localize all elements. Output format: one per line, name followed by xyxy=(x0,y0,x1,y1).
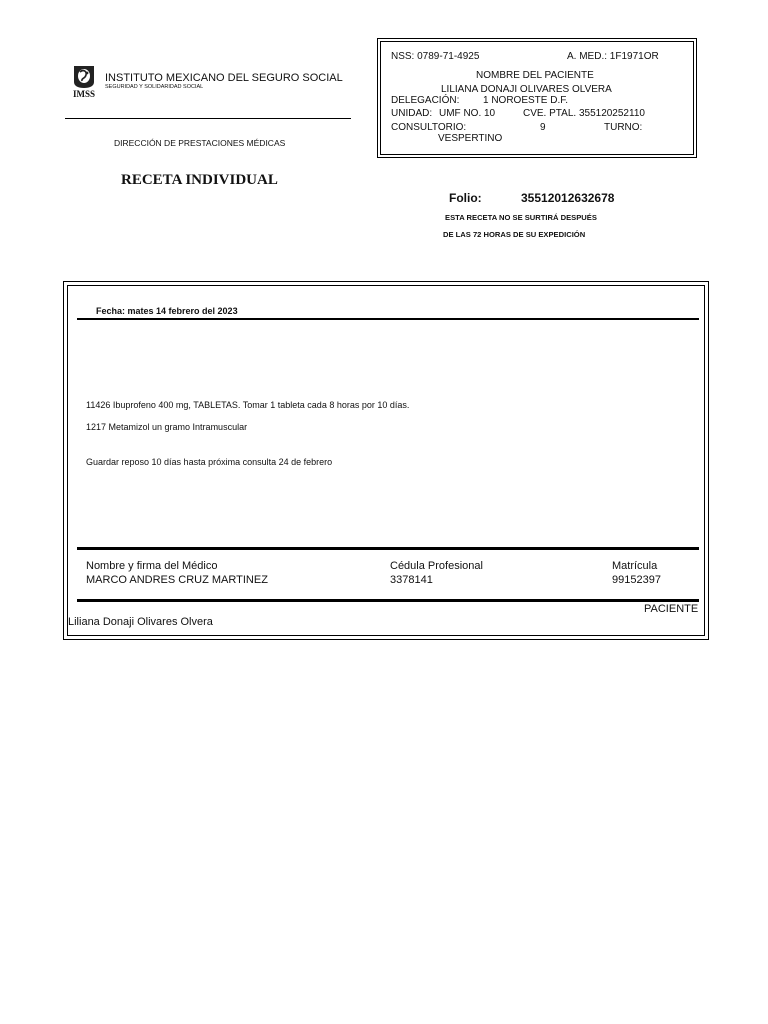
signature-top-divider xyxy=(77,547,699,550)
matricula-value: 99152397 xyxy=(612,574,661,586)
turno-label: TURNO: xyxy=(604,122,643,133)
delegacion-value: 1 NOROESTE D.F. xyxy=(483,95,569,106)
prescription-item: 1217 Metamizol un gramo Intramuscular xyxy=(86,422,248,432)
imss-logo-icon xyxy=(70,64,98,98)
delegacion-label: DELEGACIÓN: xyxy=(391,95,460,106)
patient-label: PACIENTE xyxy=(644,603,699,615)
nss: NSS: 0789-71-4925 xyxy=(391,51,480,62)
consultorio-label: CONSULTORIO: xyxy=(391,122,467,133)
document-title: RECETA INDIVIDUAL xyxy=(121,172,278,188)
cedula-label: Cédula Profesional xyxy=(390,560,483,572)
cedula-value: 3378141 xyxy=(390,574,433,586)
doctor-label: Nombre y firma del Médico xyxy=(86,560,218,572)
prescription-date: Fecha: mates 14 febrero del 2023 xyxy=(96,306,238,316)
institution-name: INSTITUTO MEXICANO DEL SEGURO SOCIAL xyxy=(105,72,343,84)
prescription-note: Guardar reposo 10 días hasta próxima consulta 24 de febrero xyxy=(86,457,333,467)
signature-bottom-divider xyxy=(77,599,699,602)
expiry-warning-line1: ESTA RECETA NO SE SURTIRÁ DESPUÉS xyxy=(445,213,597,222)
institution-motto: SEGURIDAD Y SOLIDARIDAD SOCIAL xyxy=(105,84,204,90)
prescription-item: 11426 Ibuprofeno 400 mg, TABLETAS. Tomar 1 tableta cada 8 horas por 10 días. xyxy=(86,400,410,410)
matricula-label: Matrícula xyxy=(612,560,658,572)
consultorio-value: 9 xyxy=(540,122,546,133)
folio-number: 35512012632678 xyxy=(521,191,615,205)
unidad-value: UMF NO. 10 xyxy=(439,108,496,119)
doctor-name: MARCO ANDRES CRUZ MARTINEZ xyxy=(86,574,268,586)
patient-name-label: NOMBRE DEL PACIENTE xyxy=(476,70,594,81)
expiry-warning-line2: DE LAS 72 HORAS DE SU EXPEDICIÓN xyxy=(443,230,586,239)
department-name: DIRECCIÓN DE PRESTACIONES MÉDICAS xyxy=(114,138,286,148)
cve-ptal: CVE. PTAL. 355120252110 xyxy=(523,108,645,119)
folio-label: Folio: xyxy=(449,191,482,205)
patient-name: LILIANA DONAJI OLIVARES OLVERA xyxy=(441,84,612,95)
a-med: A. MED.: 1F1971OR xyxy=(567,51,659,62)
unidad-label: UNIDAD: xyxy=(391,108,433,119)
logo-text: IMSS xyxy=(72,89,96,98)
turno-value: VESPERTINO xyxy=(438,133,503,144)
header-divider xyxy=(65,118,351,119)
patient-signature-name: Liliana Donaji Olivares Olvera xyxy=(68,616,213,628)
date-divider xyxy=(77,318,699,320)
